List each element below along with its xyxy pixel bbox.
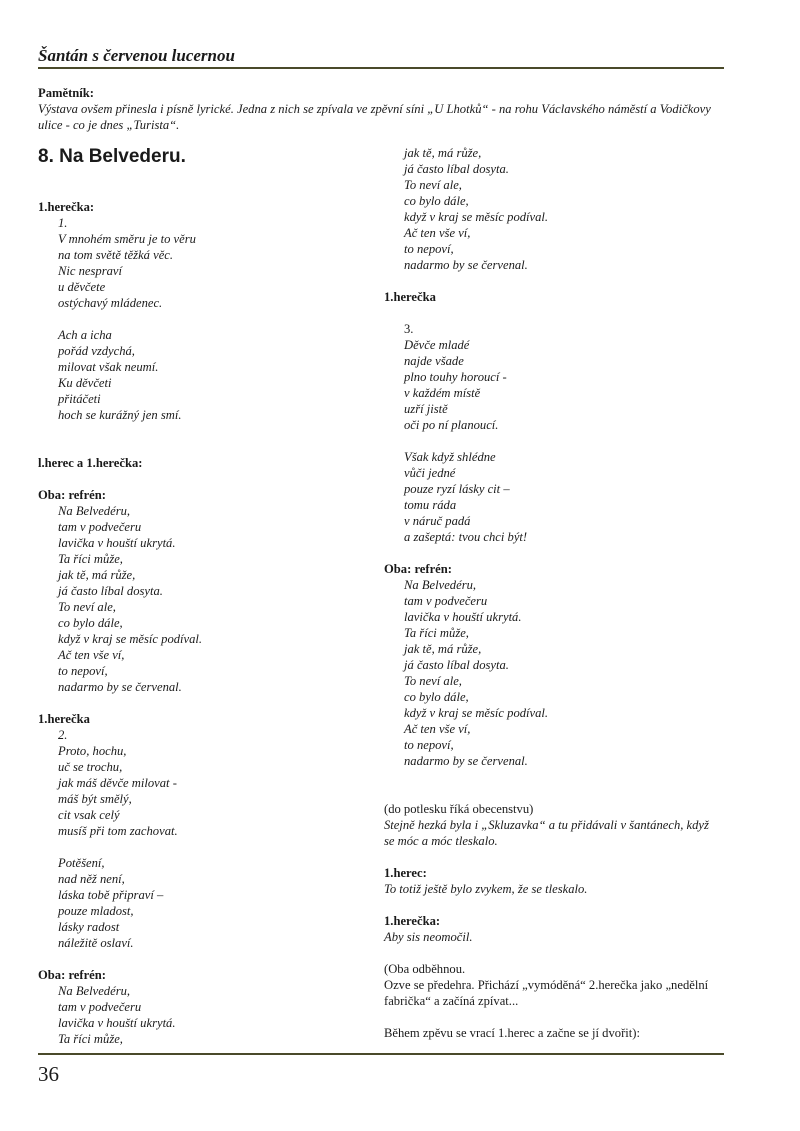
refrain-continued [384,145,724,273]
speaker-label: 1.herec: [384,866,427,880]
verse-line: najde všade [404,354,464,368]
verse-line: máš být smělý, [58,792,132,806]
speaker-label: 1.herečka [384,290,436,304]
refrain-line: co bylo dále, [404,194,469,208]
refrain [384,577,724,769]
refrain-label: Oba: refrén: [384,562,452,576]
verse [384,321,724,545]
verse-line: pořád vzdychá, [58,344,135,358]
verse-line: tomu ráda [404,498,457,512]
verse-number: 3. [404,322,414,336]
left-column [38,145,378,1047]
verse-line: Proto, hochu, [58,744,127,758]
verse-line: pouze ryzí lásky cit – [404,482,510,496]
refrain-line: když v kraj se měsíc podíval. [58,632,203,646]
verse-line: Ach a icha [58,328,112,342]
page-number: 36 [38,1062,59,1086]
verse-line: V mnohém směru je to věru [58,232,196,246]
running-header: Šantán s červenou lucernou [38,46,235,65]
refrain-label: Oba: refrén: [38,488,106,502]
stage-direction: fabrička“ a začíná zpívat... [384,994,519,1008]
verse-line: ostýchavý mládenec. [58,296,163,310]
footer-rule [38,1053,724,1055]
verse-line: na tom světě těžká věc. [58,248,174,262]
song-title: 8. Na Belvederu. [38,146,186,167]
narration-line: se móc a móc tleskalo. [384,834,498,848]
refrain [38,503,378,695]
verse-line: náležitě oslaví. [58,936,134,950]
verse-line: vůči jedné [404,466,456,480]
refrain-line: já často líbal dosyta. [404,658,509,672]
refrain-line: to nepoví, [404,738,454,752]
refrain-line: co bylo dále, [58,616,123,630]
refrain-line: já často líbal dosyta. [404,162,509,176]
stage-direction: Ozve se předehra. Přichází „vymóděná“ 2.herečka jako „nedělní [384,978,709,992]
speaker-label: 1.herečka: [384,914,441,928]
verse-line: přitáčeti [58,392,101,406]
verse-line: milovat však neumí. [58,360,159,374]
verse-number: 1. [58,216,68,230]
intro-label: Pamětník: [38,86,94,100]
refrain-line: To neví ale, [404,674,462,688]
verse-line: Děvče mladé [404,338,470,352]
speaker-label: l.herec a 1.herečka: [38,456,143,470]
refrain-line: tam v podvečeru [404,594,488,608]
stage-direction: (do potlesku říká obecenstvu) [384,802,534,816]
verse-line: v náruč padá [404,514,471,528]
verse [38,215,378,423]
verse-line: Však když shlédne [404,450,496,464]
speaker-label: 1.herečka: [38,200,95,214]
verse-line: nad něž není, [58,872,125,886]
refrain-line: Ta říci může, [58,1032,123,1046]
refrain-line: nadarmo by se červenal. [58,680,182,694]
stage-direction: Během zpěvu se vrací 1.herec a začne se jí dvořit): [384,1026,640,1040]
verse-line: a zašeptá: tvou chci být! [404,530,528,544]
refrain-line: Ta říci může, [404,626,469,640]
refrain-line: lavička v houští ukrytá. [58,536,176,550]
refrain-line: Na Belvedéru, [58,504,131,518]
verse-line: lásky radost [58,920,120,934]
header-rule [38,67,724,69]
verse-line: pouze mladost, [58,904,134,918]
refrain-line: Ta říci může, [58,552,123,566]
verse-line: hoch se kurážný jen smí. [58,408,182,422]
refrain-line: co bylo dále, [404,690,469,704]
refrain-line: nadarmo by se červenal. [404,754,528,768]
intro-text-line-2: ulice - co je dnes „Turista“. [38,118,180,132]
refrain-line: Ač ten vše ví, [58,648,125,662]
verse-line: jak máš děvče milovat - [58,776,177,790]
refrain-line: Ač ten vše ví, [404,722,471,736]
refrain [38,983,378,1047]
refrain-line: když v kraj se měsíc podíval. [404,210,549,224]
refrain-line: já často líbal dosyta. [58,584,163,598]
refrain-line: Ač ten vše ví, [404,226,471,240]
verse [38,727,378,951]
verse-line: plno touhy horoucí - [404,370,507,384]
refrain-line: když v kraj se měsíc podíval. [404,706,549,720]
intro-text-line-1: Výstava ovšem přinesla i písně lyrické. Jedna z nich se zpívala ve zpěvní síni „U Lhotků“ - na rohu Václavského náměstí a Vodičkovy [38,102,711,116]
verse-line: láska tobě připraví – [58,888,164,902]
verse-line: uzří jistě [404,402,448,416]
refrain-line: jak tě, má růže, [58,568,136,582]
refrain-line: lavička v houští ukrytá. [58,1016,176,1030]
speaker-label: 1.herečka [38,712,90,726]
refrain-line: To neví ale, [58,600,116,614]
refrain-line: lavička v houští ukrytá. [404,610,522,624]
refrain-line: tam v podvečeru [58,520,142,534]
refrain-line: jak tě, má růže, [404,146,482,160]
narration-line: Stejně hezká byla i „Skluzavka“ a tu přidávali v šantánech, když [384,818,709,832]
verse-line: u děvčete [58,280,106,294]
verse-number: 2. [58,728,68,742]
verse-line: Ku děvčeti [58,376,112,390]
refrain-label: Oba: refrén: [38,968,106,982]
dialogue-line: Aby sis neomočil. [384,930,473,944]
refrain-line: to nepoví, [404,242,454,256]
intro-block [38,85,728,133]
refrain-line: nadarmo by se červenal. [404,258,528,272]
verse-line: cit vsak celý [58,808,120,822]
right-column [384,145,724,1041]
verse-line: Nic nespraví [58,264,123,278]
dialogue-line: To totiž ještě bylo zvykem, že se tleskalo. [384,882,588,896]
refrain-line: Na Belvedéru, [404,578,477,592]
verse-line: oči po ní planoucí. [404,418,499,432]
verse-line: v každém místě [404,386,481,400]
verse-line: musíš při tom zachovat. [58,824,178,838]
refrain-line: to nepoví, [58,664,108,678]
refrain-line: Na Belvedéru, [58,984,131,998]
refrain-line: jak tě, má růže, [404,642,482,656]
stage-direction: (Oba odběhnou. [384,962,466,976]
refrain-line: tam v podvečeru [58,1000,142,1014]
refrain-line: To neví ale, [404,178,462,192]
verse-line: uč se trochu, [58,760,123,774]
verse-line: Potěšení, [58,856,105,870]
